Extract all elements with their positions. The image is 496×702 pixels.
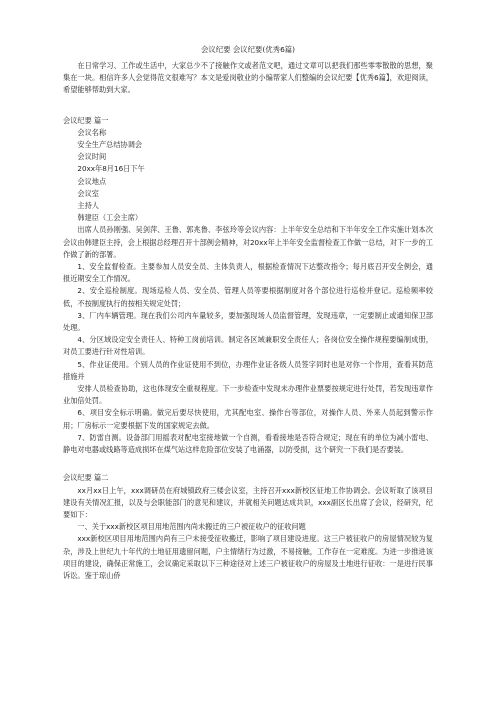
section1-paragraph: 1、安全监督检查。主要参加人员安全员、主体负责人，根据检查情况下达整改指令；每月底召开安全例会，通报近期安全工作情况。: [63, 262, 433, 284]
info-label-host: 主持人: [77, 201, 99, 211]
section1-paragraph: 6、项目安全标示明确。做完后要尽快使用，尤其配电室、操作台等部位，对操作人员、外来人员起到警示作用；厂房标示一定要根据下发的国家规定去做。: [63, 408, 433, 430]
info-value-meeting-place: 会议室: [77, 188, 99, 198]
info-value-host: 韩建臣（工会主席）: [77, 213, 143, 223]
section2-paragraph: xxx新校区项目用地范围内尚有三户未接受征收搬迁，影响了项目建设进度。这三户被征收户的房屋情况较为复杂，涉及上世纪九十年代的土地征用遗留问题，户主情绪行为过激，不易接触，工作存在一定难度。为进一步推进该项目的建设，确保正常施工，会议确定采取以下三种途径对上述三户被征收户的房屋及土地进行征收：一是进行民事诉讼。鉴于琼山侨: [63, 534, 433, 580]
section1-paragraph: 7、防雷自测。设备部门用摇表对配电室接地做一个自测，看看接地是否符合规定；现在有的单位为减小雷电、静电对电器或线路等造成损坏在煤气站这样危险部位安装了电涌器，以防受损，这个研究一下我们是否要装。: [63, 432, 433, 455]
section1-paragraph: 5、作业证使用。个别人员的作业证使用不到位，办理作业证各级人员签字同时也是对你一个作用，查看其防范措施并: [63, 359, 433, 381]
info-label-meeting-time: 会议时间: [77, 152, 107, 162]
section1-paragraph: 3、厂内车辆管理。现在我们公司内车量较多，要加强现场人员监督管理，发现违章，一定要制止或通知保卫部处理。: [63, 310, 433, 333]
section-heading-1: 会议纪要 篇一: [63, 115, 109, 125]
section1-paragraph: 出席人员孙刚强、吴剑萍、王鲁、郭兆鲁、李弦玲等会议内容：上半年安全总结和下半年安全工作实施计划本次会议由韩建臣主持，会上根据总经理召开十部例会精神，对20xx年上半年安全监督检查工作做一总结，对下一步的工作做了新的部署。: [63, 225, 433, 259]
section2-paragraph: xx月xx日上午，xxx调研员在府城镇政府三楼会议室，主持召开xxx新校区征地工作协调会。会议听取了该项目建设有关情况汇报，以及与会职能部门的意见和建议，并就相关问题达成共识，xxx副区长出席了会议，经研究，纪要如下：: [63, 485, 433, 519]
info-label-meeting-name: 会议名称: [77, 127, 107, 137]
section1-paragraph: 安排人员检查协助，这也体现安全重视程度。下一步检查中发现未办理作业票要按规定进行处罚，若发现违章作业加倍处罚。: [63, 384, 433, 406]
section2-paragraph: 一、关于xxx新校区项目用地范围内尚未搬迁的三户被征收户的征收问题: [77, 522, 306, 532]
info-value-meeting-time: 20xx年8月16日下午: [77, 164, 145, 174]
section1-paragraph: 2、安全巡检制度。现场巡检人员、安全员、管理人员等要根据制度对各个部位进行巡检并登记。巡检频率较低，不按制度执行的按相关规定处罚；: [63, 286, 433, 308]
info-label-meeting-place: 会议地点: [77, 176, 107, 186]
section-heading-2: 会议纪要 篇二: [63, 473, 109, 483]
document-title: 会议纪要 会议纪要(优秀6篇): [200, 45, 296, 54]
info-value-meeting-name: 安全生产总结协调会: [77, 140, 143, 150]
intro-paragraph: 在日常学习、工作或生活中，大家总少不了接触作文或者范文吧，通过文章可以把我们那些零零散散的思想，聚集在一块。相信许多人会觉得范文很难写？本文是爱岗敬业的小编帮家人们整编的会议纪要【优秀6篇】，欢迎阅读，希望能够帮助到大家。: [63, 61, 433, 95]
section1-paragraph: 4、分区域设定安全责任人、特种工岗前培训。制定各区域兼职安全责任人；各岗位安全操作规程要编制成册，对员工要进行针对性培训。: [63, 335, 433, 357]
